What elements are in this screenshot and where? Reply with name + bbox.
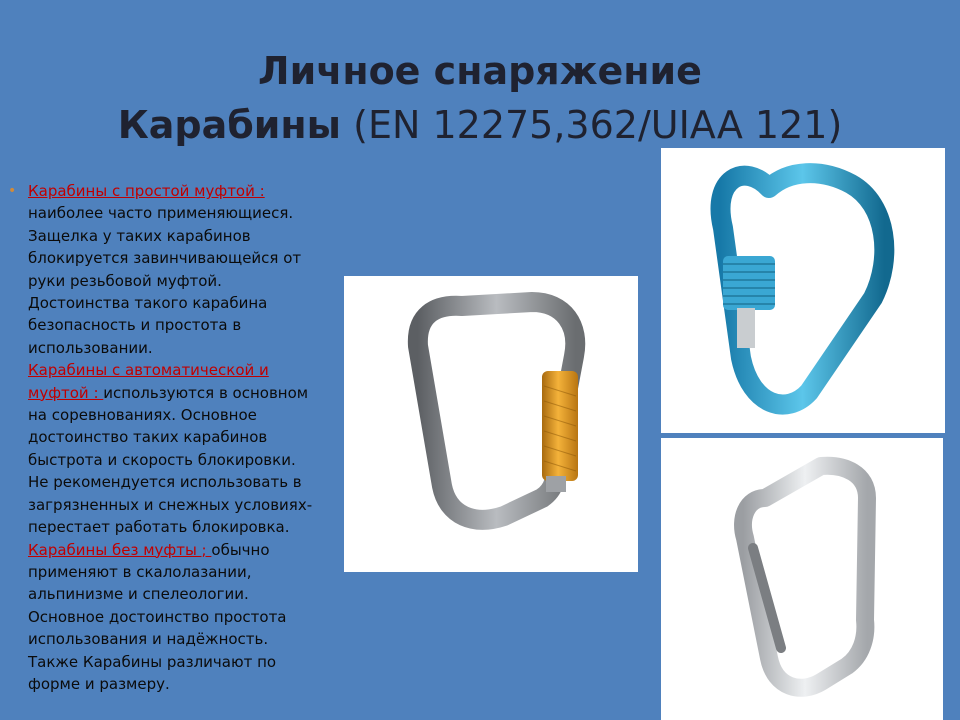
carabiner-blue-screwgate-icon: [661, 148, 945, 433]
text-no-sleeve: обычно применяют в скалолазании, альпинизме и спелеологии. Основное достоинство простота использования и надёжность. Также Карабины различают по форме и размеру.: [28, 540, 287, 693]
carabiner-grey-orange-photo: [344, 276, 638, 572]
heading-simple-sleeve: Карабины с простой муфтой :: [28, 182, 265, 200]
title-line-2: [0, 98, 960, 152]
title-line-2-bold: Карабины: [117, 103, 342, 147]
carabiner-grey-orange-icon: [344, 276, 638, 572]
title-line-2-rest: (EN 12275,362/UIAA 121): [341, 103, 843, 147]
carabiner-blue-screwgate-photo: [661, 148, 945, 433]
heading-automatic-sleeve: Карабины с автоматической и муфтой :: [28, 361, 269, 402]
slide-title: [0, 44, 960, 152]
body-content: [10, 180, 315, 695]
body-text: [10, 180, 315, 695]
text-simple-sleeve: наиболее часто применяющиеся. Защелка у таких карабинов блокируется завинчивающейся от руки резьбовой муфтой. Достоинства такого карабина безопасность и простота в использовании.: [28, 204, 302, 357]
bullet-icon: •: [8, 183, 17, 199]
carabiner-silver-icon: [661, 438, 943, 720]
heading-no-sleeve: Карабины без муфты ;: [28, 540, 212, 559]
carabiner-silver-photo: [661, 438, 943, 720]
title-line-1: Личное снаряжение: [258, 49, 702, 93]
text-automatic-sleeve: используются в основном на соревнованиях. Основное достоинство таких карабинов быстрота и скорость блокировки. Не рекомендуется использовать в загрязненных и снежных условиях- перестает работать блокировка.: [28, 383, 313, 537]
